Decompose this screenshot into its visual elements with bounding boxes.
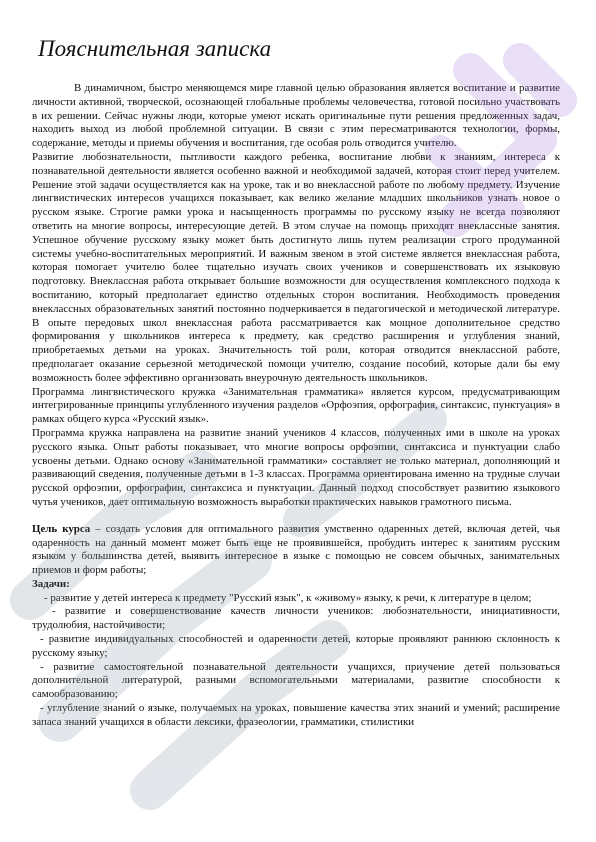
goal-paragraph [32,523,560,578]
task-item: - углубление знаний о языке, получаемых на уроках, повышение качества этих знаний и умений; расширение запаса знаний учащихся в области лексики, фразеологии, грамматики, стилистики [32,702,560,728]
tasks-heading: Задачи: [32,577,70,590]
spacer [32,510,560,523]
task-item: - развитие у детей интереса к предмету "Русский язык", к «живому» языку, к речи, к литературе в целом; [44,591,532,604]
task-item: - развитие и совершенствование качеств личности учеников: любознательности, инициативности, трудолюбия, настойчивости; [32,605,560,632]
paragraph-circle: Программа кружка направлена на развитие знаний учеников 4 классов, полученных ими в школе на уроках русского языка. Опыт работы показывает, что многие вопросы орфоэпии, синтаксиса и пунктуации слабо усвоены детьми. Однако основу «Занимательной грамматики» составляет не только материал, дополняющий и развивающий сведения, полученные детьми в 1-3 классах. Программа ориентирована именно на трудные случаи русской орфоэпии, орфографии, синтаксиса и пунктуации. Данный подход способствует развитию языкового чутья учеников, дает оптимальную возможность выработки практических навыков грамотного письма. [32,426,560,508]
goal-label: Цель курса [32,522,91,535]
document-body [32,82,560,730]
goal-text: – создать условия для оптимального развития умственно одаренных детей, включая детей, чья одаренность на данный момент может быть еще не проявившейся, пробудить интерес к занятиям русским языком у большинства детей, выявить интересное в языке с помощью не совсем обычных, занимательных приемов и форм работы; [32,522,560,577]
paragraph-intro: В динамичном, быстро меняющемся мире главной целью образования является воспитание и развитие личности активной, творческой, осознающей глобальные проблемы человечества, готовой посильно участвовать в их решении. Сейчас нужны люди, которые умеют искать оригинальные пути решения предложенных задач, находить выход из любой проблемной ситуации. В связи с этим пересматриваются технологии, формы, содержание, методы и приемы обучения и воспитания, где особая роль отводится учителю. [32,82,560,150]
paragraph-development: Развитие любознательности, пытливости каждого ребенка, воспитание любви к знаниям, интереса к познавательной деятельности является особенно важной и необходимой задачей, которая стоит перед учителем. Решение этой задачи осуществляется как на уроке, так и во внеклассной работе по любому предмету. Изучение лингвистических интересов учащихся показывает, как велико желание младших школьников узнать новое о русском языке. Строгие рамки урока и насыщенность программы по русскому языку не всегда позволяют ответить на многие вопросы, интересующие детей. В этом случае на помощь приходят внеклассные занятия. Успешное обучение русскому языку может быть достигнуто лишь путем реализации строго продуманной системы учебно-воспитательных мероприятий. И важным звеном в этой системе является внеклассная работа, которая помогает учителю более тщательно изучать своих учеников и совершенствовать их языковую подготовку. Внеклассная работа открывает большие возможности для осуществления комплексного подхода к воспитанию, который предполагает единство отдельных сторон воспитания. Необходимость проведения внеклассных образовательных занятий постоянно подчеркивается в педагогической и методической литературе. В опыте передовых школ внеклассная работа рассматривается как мощное дополнительное средство формирования у школьников интереса к предмету, как средство расширения и углубления знаний, приобретаемых детьми на уроках. Значительность той роли, которая отводится внеклассной работе, предполагает оказание серьезной методической помощи учителю, создание пособий, которые дали бы ему возможность более эффективно организовать внеурочную деятельность школьников. [32,150,560,384]
document-title: Пояснительная записка [38,36,272,61]
paragraph-program: Программа лингвистического кружка «Занимательная грамматика» является курсом, предусматривающим интегрированные принципы углубленного изучения разделов «Орфоэпия, орфография, синтаксис, пунктуация» в рамках общего курса «Русский язык». [32,385,560,426]
task-item: - развитие самостоятельной познавательной деятельности учащихся, приучение детей пользоваться дополнительной литературой, разными вспомогательными материалами, развитие способности к самообразованию; [32,660,560,701]
task-item: - развитие индивидуальных способностей и одаренности детей, которые проявляют раннюю склонность к русскому языку; [32,633,560,659]
